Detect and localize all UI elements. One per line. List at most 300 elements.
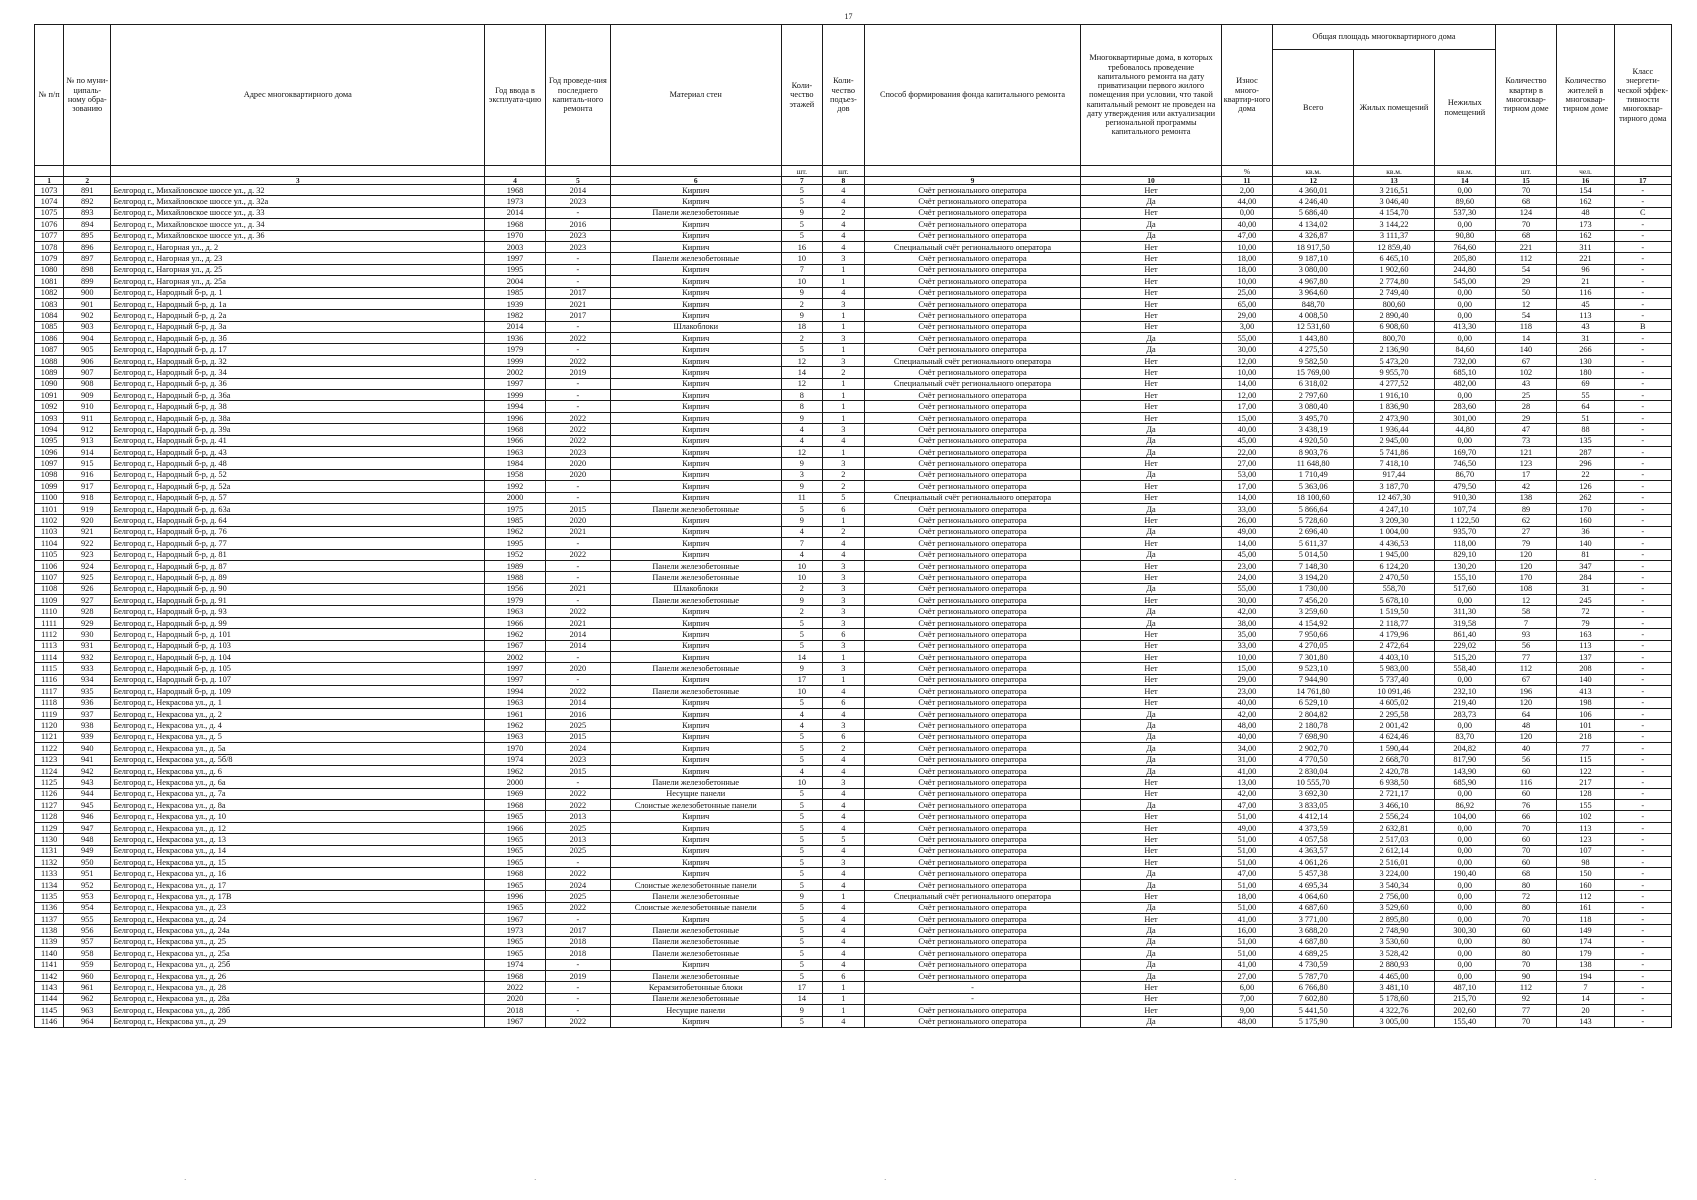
cell-municipal-number: 910 [64,401,111,412]
cell-wall-material: Кирпич [610,731,781,742]
cell-entrances: 4 [823,845,865,856]
cell-energy-class: - [1614,219,1671,230]
cell-wall-material: Панели железобетонные [610,925,781,936]
cell-apartments: 73 [1495,435,1557,446]
header-col-11: Износ много-квартир-ного дома [1221,25,1273,166]
cell-repair-year: 2022 [545,412,610,423]
cell-year-built: 1956 [485,583,546,594]
cell-area-total: 18 917,50 [1273,241,1354,252]
cell-row-index: 1120 [35,720,64,731]
table-row [35,788,1672,799]
cell-row-index: 1103 [35,526,64,537]
cell-row-index: 1111 [35,617,64,628]
cell-wall-material: Кирпич [610,390,781,401]
cell-address: Белгород г., Некрасова ул., д. 17В [111,891,485,902]
cell-row-index: 1125 [35,777,64,788]
cell-repair-year: 2014 [545,697,610,708]
cell-repair-required: Нет [1081,515,1221,526]
cell-year-built: 2000 [485,492,546,503]
table-row [35,583,1672,594]
cell-year-built: 2018 [485,1005,546,1016]
cell-wall-material: Панели железобетонные [610,891,781,902]
cell-wall-material: Кирпич [610,230,781,241]
cell-energy-class: - [1614,253,1671,264]
cell-municipal-number: 922 [64,538,111,549]
cell-floors: 4 [781,424,823,435]
cell-address: Белгород г., Некрасова ул., д. 16 [111,868,485,879]
cell-municipal-number: 953 [64,891,111,902]
cell-fund-method: Счёт регионального оператора [864,560,1081,571]
cell-area-total: 4 770,50 [1273,754,1354,765]
table-row [35,196,1672,207]
unit-cell: шт. [823,166,865,177]
cell-wear: 42,00 [1221,708,1273,719]
cell-residents: 126 [1557,481,1614,492]
cell-area-nonliving: 0,00 [1434,788,1495,799]
cell-energy-class: - [1614,652,1671,663]
cell-repair-required: Да [1081,948,1221,959]
cell-energy-class: - [1614,310,1671,321]
cell-repair-required: Да [1081,344,1221,355]
cell-energy-class: - [1614,914,1671,925]
cell-wall-material: Кирпич [610,401,781,412]
table-row [35,845,1672,856]
cell-repair-required: Нет [1081,595,1221,606]
cell-residents: 137 [1557,652,1614,663]
cell-address: Белгород г., Народный б-р, д. 63а [111,503,485,514]
cell-address: Белгород г., Некрасова ул., д. 5а [111,743,485,754]
table-row [35,390,1672,401]
cell-address: Белгород г., Некрасова ул., д. 12 [111,822,485,833]
cell-area-nonliving: 202,60 [1434,1005,1495,1016]
table-row [35,948,1672,959]
cell-entrances: 3 [823,595,865,606]
cell-municipal-number: 949 [64,845,111,856]
cell-area-nonliving: 90,80 [1434,230,1495,241]
cell-area-total: 4 687,80 [1273,936,1354,947]
cell-area-total: 2 830,04 [1273,765,1354,776]
cell-area-living: 5 178,60 [1354,993,1435,1004]
cell-area-total: 5 728,60 [1273,515,1354,526]
cell-year-built: 1996 [485,891,546,902]
cell-fund-method: Счёт регионального оператора [864,264,1081,275]
cell-apartments: 60 [1495,834,1557,845]
cell-area-living: 2 001,42 [1354,720,1435,731]
table-row [35,560,1672,571]
cell-address: Белгород г., Некрасова ул., д. 28 [111,982,485,993]
cell-wear: 7,00 [1221,993,1273,1004]
cell-year-built: 2020 [485,993,546,1004]
cell-residents: 135 [1557,435,1614,446]
cell-wear: 51,00 [1221,811,1273,822]
cell-wall-material: Кирпич [610,333,781,344]
column-number-cell: 11 [1221,177,1273,185]
cell-municipal-number: 954 [64,902,111,913]
cell-area-living: 2 472,64 [1354,640,1435,651]
cell-address: Белгород г., Народный б-р, д. 93 [111,606,485,617]
cell-wall-material: Кирпич [610,697,781,708]
cell-year-built: 1979 [485,344,546,355]
cell-floors: 10 [781,572,823,583]
table-row [35,868,1672,879]
cell-floors: 5 [781,731,823,742]
cell-area-total: 5 441,50 [1273,1005,1354,1016]
cell-year-built: 1962 [485,629,546,640]
cell-energy-class: - [1614,390,1671,401]
cell-area-living: 1 836,90 [1354,401,1435,412]
cell-repair-year: 2019 [545,367,610,378]
cell-area-total: 4 270,05 [1273,640,1354,651]
cell-residents: 149 [1557,925,1614,936]
cell-entrances: 6 [823,629,865,640]
cell-area-nonliving: 935,70 [1434,526,1495,537]
cell-municipal-number: 898 [64,264,111,275]
cell-energy-class: - [1614,697,1671,708]
cell-address: Белгород г., Народный б-р, д. 1 [111,287,485,298]
cell-entrances: 3 [823,298,865,309]
cell-area-nonliving: 0,00 [1434,674,1495,685]
cell-entrances: 2 [823,367,865,378]
cell-area-nonliving: 283,60 [1434,401,1495,412]
cell-repair-required: Нет [1081,310,1221,321]
cell-apartments: 70 [1495,845,1557,856]
cell-repair-required: Нет [1081,914,1221,925]
cell-area-total: 4 008,50 [1273,310,1354,321]
cell-repair-required: Нет [1081,640,1221,651]
cell-repair-year: - [545,857,610,868]
cell-wear: 47,00 [1221,230,1273,241]
cell-row-index: 1101 [35,503,64,514]
cell-year-built: 1968 [485,800,546,811]
cell-repair-required: Нет [1081,686,1221,697]
cell-floors: 5 [781,503,823,514]
cell-residents: 296 [1557,458,1614,469]
table-row [35,572,1672,583]
column-number-cell: 12 [1273,177,1354,185]
cell-wall-material: Кирпич [610,458,781,469]
cell-fund-method: Счёт регионального оператора [864,196,1081,207]
cell-area-total: 848,70 [1273,298,1354,309]
cell-entrances: 3 [823,606,865,617]
header-col-16: Количество жителей в многоквар-тирном доме [1557,25,1614,166]
cell-repair-required: Да [1081,868,1221,879]
cell-repair-year: 2024 [545,879,610,890]
cell-wear: 24,00 [1221,572,1273,583]
cell-wall-material: Шлакоблоки [610,321,781,332]
cell-repair-required: Да [1081,219,1221,230]
cell-year-built: 2014 [485,321,546,332]
cell-floors: 5 [781,811,823,822]
cell-year-built: 1992 [485,481,546,492]
cell-municipal-number: 956 [64,925,111,936]
cell-fund-method: Счёт регионального оператора [864,412,1081,423]
cell-wall-material: Кирпич [610,412,781,423]
cell-repair-required: Нет [1081,1005,1221,1016]
cell-wall-material: Кирпич [610,424,781,435]
cell-fund-method: - [864,982,1081,993]
cell-address: Белгород г., Народный б-р, д. 91 [111,595,485,606]
cell-entrances: 6 [823,503,865,514]
cell-residents: 154 [1557,185,1614,196]
cell-area-nonliving: 0,00 [1434,834,1495,845]
cell-area-nonliving: 219,40 [1434,697,1495,708]
cell-residents: 14 [1557,993,1614,1004]
cell-floors: 5 [781,640,823,651]
cell-energy-class: - [1614,549,1671,560]
cell-row-index: 1081 [35,276,64,287]
cell-year-built: 1969 [485,788,546,799]
cell-entrances: 4 [823,708,865,719]
cell-repair-required: Нет [1081,560,1221,571]
cell-row-index: 1095 [35,435,64,446]
cell-year-built: 1965 [485,834,546,845]
cell-fund-method: Счёт регионального оператора [864,515,1081,526]
table-row [35,708,1672,719]
cell-row-index: 1080 [35,264,64,275]
footer-mark: · [884,1176,887,1184]
cell-area-nonliving: 283,73 [1434,708,1495,719]
cell-repair-required: Нет [1081,857,1221,868]
cell-wear: 51,00 [1221,834,1273,845]
cell-address: Белгород г., Некрасова ул., д. 25 [111,936,485,947]
cell-repair-year: 2016 [545,219,610,230]
cell-wall-material: Кирпич [610,606,781,617]
cell-area-living: 3 530,60 [1354,936,1435,947]
table-row [35,538,1672,549]
cell-address: Белгород г., Некрасова ул., д. 8а [111,800,485,811]
cell-year-built: 1975 [485,503,546,514]
cell-repair-year: 2017 [545,287,610,298]
cell-residents: 113 [1557,310,1614,321]
cell-fund-method: - [864,993,1081,1004]
cell-municipal-number: 937 [64,708,111,719]
cell-year-built: 1997 [485,674,546,685]
cell-wear: 51,00 [1221,948,1273,959]
cell-fund-method: Счёт регионального оператора [864,1005,1081,1016]
cell-apartments: 108 [1495,583,1557,594]
cell-wear: 34,00 [1221,743,1273,754]
cell-area-living: 3 005,00 [1354,1016,1435,1027]
cell-area-total: 3 080,00 [1273,264,1354,275]
unit-cell [485,166,546,177]
cell-wall-material: Кирпич [610,822,781,833]
cell-wear: 33,00 [1221,503,1273,514]
cell-wall-material: Кирпич [610,868,781,879]
cell-energy-class: - [1614,458,1671,469]
cell-floors: 5 [781,914,823,925]
cell-energy-class: - [1614,503,1671,514]
cell-year-built: 1965 [485,879,546,890]
cell-fund-method: Счёт регионального оператора [864,207,1081,218]
cell-area-total: 3 771,00 [1273,914,1354,925]
cell-floors: 4 [781,526,823,537]
cell-energy-class: - [1614,743,1671,754]
cell-repair-year: 2017 [545,925,610,936]
cell-wall-material: Керамзитобетонные блоки [610,982,781,993]
cell-repair-required: Нет [1081,390,1221,401]
cell-repair-year: 2022 [545,435,610,446]
cell-row-index: 1112 [35,629,64,640]
cell-area-total: 1 730,00 [1273,583,1354,594]
table-row [35,321,1672,332]
cell-year-built: 1965 [485,936,546,947]
cell-area-total: 4 154,92 [1273,617,1354,628]
cell-area-living: 2 136,90 [1354,344,1435,355]
cell-municipal-number: 905 [64,344,111,355]
cell-energy-class: - [1614,572,1671,583]
table-row [35,697,1672,708]
table-row [35,515,1672,526]
cell-apartments: 28 [1495,401,1557,412]
cell-repair-required: Нет [1081,298,1221,309]
cell-area-nonliving: 0,00 [1434,287,1495,298]
cell-repair-year: 2022 [545,424,610,435]
cell-municipal-number: 891 [64,185,111,196]
cell-area-nonliving: 89,60 [1434,196,1495,207]
cell-year-built: 2022 [485,982,546,993]
cell-residents: 140 [1557,538,1614,549]
cell-repair-year: 2020 [545,469,610,480]
cell-year-built: 1963 [485,731,546,742]
cell-energy-class: - [1614,879,1671,890]
cell-floors: 8 [781,390,823,401]
page-footer [34,1176,1672,1184]
cell-repair-year: 2018 [545,948,610,959]
table-row [35,310,1672,321]
cell-repair-year: 2022 [545,686,610,697]
cell-year-built: 1965 [485,902,546,913]
cell-repair-required: Да [1081,446,1221,457]
cell-year-built: 1999 [485,355,546,366]
cell-wall-material: Несущие панели [610,788,781,799]
cell-area-total: 4 061,26 [1273,857,1354,868]
cell-wear: 51,00 [1221,857,1273,868]
cell-address: Белгород г., Народный б-р, д. 32 [111,355,485,366]
cell-apartments: 138 [1495,492,1557,503]
cell-residents: 198 [1557,697,1614,708]
cell-repair-required: Нет [1081,834,1221,845]
cell-residents: 81 [1557,549,1614,560]
cell-residents: 413 [1557,686,1614,697]
table-row [35,629,1672,640]
table-row [35,914,1672,925]
cell-fund-method: Счёт регионального оператора [864,765,1081,776]
cell-municipal-number: 911 [64,412,111,423]
cell-municipal-number: 943 [64,777,111,788]
cell-area-living: 2 470,50 [1354,572,1435,583]
cell-area-total: 4 695,34 [1273,879,1354,890]
cell-wall-material: Кирпич [610,652,781,663]
cell-area-total: 3 438,19 [1273,424,1354,435]
cell-repair-year: 2021 [545,298,610,309]
cell-repair-year: 2021 [545,526,610,537]
cell-residents: 118 [1557,914,1614,925]
cell-row-index: 1079 [35,253,64,264]
cell-repair-required: Да [1081,800,1221,811]
cell-year-built: 1962 [485,720,546,731]
cell-area-nonliving: 155,10 [1434,572,1495,583]
cell-wear: 16,00 [1221,925,1273,936]
cell-residents: 284 [1557,572,1614,583]
cell-wear: 51,00 [1221,902,1273,913]
cell-address: Белгород г., Народный б-р, д. 52 [111,469,485,480]
cell-area-total: 4 275,50 [1273,344,1354,355]
cell-address: Белгород г., Народный б-р, д. 3б [111,333,485,344]
cell-residents: 174 [1557,936,1614,947]
cell-address: Белгород г., Народный б-р, д. 39а [111,424,485,435]
cell-row-index: 1135 [35,891,64,902]
cell-wall-material: Кирпич [610,355,781,366]
cell-floors: 12 [781,446,823,457]
cell-residents: 107 [1557,845,1614,856]
cell-wall-material: Кирпич [610,959,781,970]
cell-area-living: 1 004,00 [1354,526,1435,537]
cell-repair-required: Нет [1081,572,1221,583]
column-numbers-row [35,177,1672,185]
cell-residents: 96 [1557,264,1614,275]
cell-municipal-number: 938 [64,720,111,731]
cell-address: Белгород г., Народный б-р, д. 87 [111,560,485,571]
cell-area-nonliving: 118,00 [1434,538,1495,549]
cell-address: Белгород г., Народный б-р, д. 64 [111,515,485,526]
cell-repair-required: Да [1081,970,1221,981]
cell-energy-class: - [1614,401,1671,412]
table-row [35,959,1672,970]
cell-wall-material: Панели железобетонные [610,663,781,674]
cell-repair-year: - [545,777,610,788]
cell-wall-material: Кирпич [610,435,781,446]
cell-floors: 8 [781,401,823,412]
cell-area-total: 4 360,01 [1273,185,1354,196]
cell-year-built: 1968 [485,219,546,230]
cell-entrances: 4 [823,948,865,959]
cell-energy-class: - [1614,674,1671,685]
cell-area-total: 9 523,10 [1273,663,1354,674]
footer-mark: · [1234,1176,1237,1184]
cell-repair-required: Да [1081,617,1221,628]
cell-repair-required: Нет [1081,287,1221,298]
table-row [35,925,1672,936]
cell-wear: 27,00 [1221,970,1273,981]
cell-apartments: 60 [1495,857,1557,868]
cell-apartments: 43 [1495,378,1557,389]
cell-fund-method: Счёт регионального оператора [864,185,1081,196]
cell-row-index: 1076 [35,219,64,230]
cell-wall-material: Панели железобетонные [610,936,781,947]
footer-mark: · [1594,1176,1597,1184]
cell-entrances: 1 [823,276,865,287]
cell-floors: 9 [781,287,823,298]
cell-wear: 48,00 [1221,1016,1273,1027]
cell-residents: 36 [1557,526,1614,537]
table-row [35,879,1672,890]
cell-area-total: 4 689,25 [1273,948,1354,959]
cell-apartments: 123 [1495,458,1557,469]
cell-municipal-number: 908 [64,378,111,389]
cell-repair-required: Да [1081,469,1221,480]
unit-cell: кв.м. [1354,166,1435,177]
cell-apartments: 70 [1495,959,1557,970]
cell-residents: 140 [1557,674,1614,685]
cell-entrances: 4 [823,185,865,196]
table-row [35,230,1672,241]
cell-residents: 77 [1557,743,1614,754]
cell-repair-required: Да [1081,196,1221,207]
cell-repair-year: 2014 [545,629,610,640]
cell-wall-material: Панели железобетонные [610,560,781,571]
cell-row-index: 1119 [35,708,64,719]
cell-floors: 5 [781,857,823,868]
